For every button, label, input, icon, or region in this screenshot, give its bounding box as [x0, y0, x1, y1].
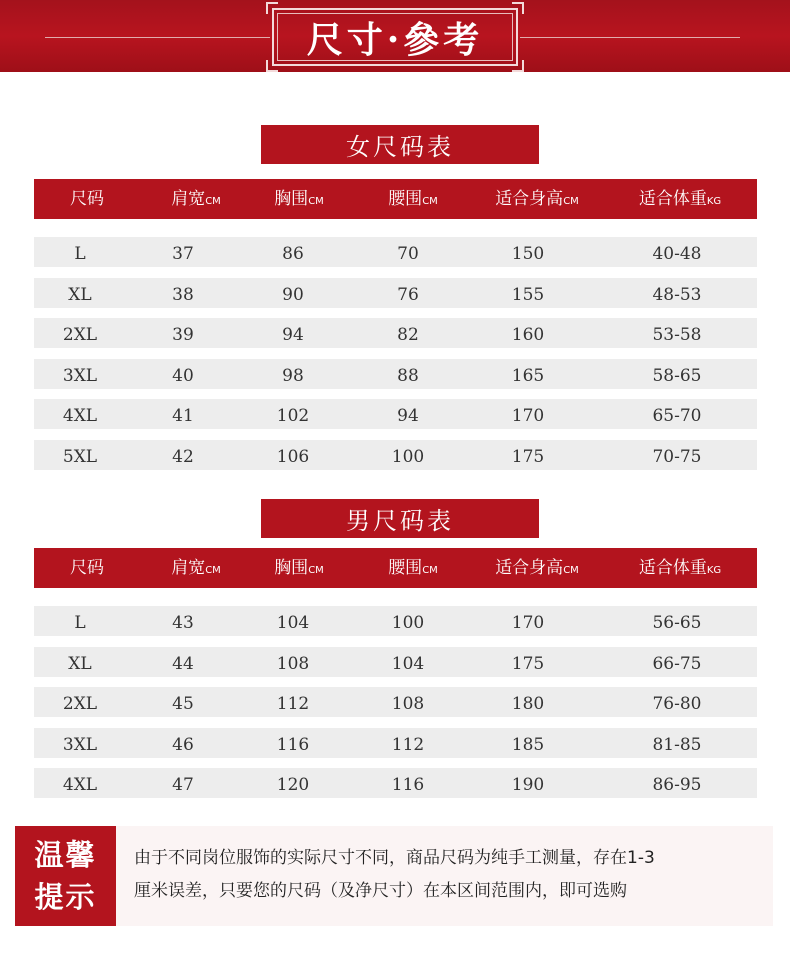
- header-shoulder: 肩宽CM: [171, 189, 221, 209]
- cell-shoulder: 46: [172, 734, 194, 755]
- tips-text-line: 厘米误差，只要您的尺码（及净尺寸）在本区间范围内，即可选购: [134, 881, 627, 901]
- header-shoulder: 肩宽CM: [171, 558, 221, 578]
- cell-weight: 53-58: [652, 325, 702, 345]
- table-row: [34, 606, 757, 636]
- cell-size: 3XL: [62, 734, 98, 755]
- table-row: [34, 728, 757, 758]
- page-title: 尺寸·參考: [306, 18, 484, 61]
- header-chest: 胸围CM: [274, 189, 324, 209]
- cell-weight: 70-75: [652, 446, 702, 467]
- cell-weight: 66-75: [652, 653, 702, 674]
- cell-waist: 94: [397, 406, 419, 426]
- cell-size: XL: [68, 284, 92, 305]
- cell-weight: 48-53: [652, 284, 702, 305]
- header-size: 尺码: [70, 558, 104, 578]
- header-size: 尺码: [70, 189, 104, 209]
- cell-chest: 108: [276, 653, 310, 674]
- cell-height: 175: [511, 653, 545, 674]
- cell-weight: 76-80: [652, 694, 702, 714]
- table-row: [34, 687, 757, 717]
- header-waist: 腰围CM: [388, 189, 438, 209]
- table-row: [34, 399, 757, 429]
- cell-waist: 108: [391, 694, 425, 714]
- table-row: [34, 440, 757, 470]
- cell-shoulder: 47: [172, 775, 194, 795]
- table-row: [34, 237, 757, 267]
- cell-waist: 112: [391, 734, 425, 755]
- cell-size: XL: [68, 653, 92, 674]
- cell-size: 4XL: [62, 406, 98, 426]
- header-banner: [0, 0, 790, 72]
- cell-shoulder: 43: [172, 613, 194, 633]
- tips-label-line: 温馨: [34, 838, 97, 872]
- tips-label: [15, 826, 116, 926]
- cell-chest: 98: [282, 365, 304, 386]
- cell-chest: 116: [276, 734, 310, 755]
- cell-waist: 100: [391, 446, 425, 467]
- cell-chest: 86: [282, 244, 304, 264]
- header-height: 适合身高CM: [495, 558, 579, 578]
- cell-weight: 65-70: [652, 406, 702, 426]
- cell-height: 175: [511, 446, 545, 467]
- tips-text-line: 由于不同岗位服饰的实际尺寸不同，商品尺码为纯手工测量，存在1-3: [134, 848, 655, 868]
- cell-height: 185: [511, 734, 545, 755]
- cell-shoulder: 41: [172, 406, 194, 426]
- cell-height: 170: [511, 406, 545, 426]
- cell-chest: 90: [282, 284, 304, 305]
- cell-waist: 82: [397, 325, 419, 345]
- cell-shoulder: 44: [172, 653, 194, 674]
- tips-label-line: 提示: [34, 880, 97, 914]
- cell-weight: 81-85: [652, 734, 702, 755]
- cell-chest: 106: [276, 446, 310, 467]
- cell-waist: 88: [397, 365, 419, 386]
- women-table-header: [34, 179, 757, 219]
- table-row: [34, 647, 757, 677]
- banner-frame: [272, 8, 518, 66]
- cell-size: 3XL: [62, 365, 98, 386]
- cell-shoulder: 39: [172, 325, 194, 345]
- cell-chest: 120: [276, 775, 310, 795]
- cell-weight: 86-95: [652, 775, 702, 795]
- cell-size: 2XL: [62, 694, 98, 714]
- cell-shoulder: 40: [172, 365, 194, 386]
- cell-chest: 104: [276, 613, 310, 633]
- tips-text: [134, 842, 764, 908]
- cell-weight: 40-48: [652, 244, 702, 264]
- banner-divider-right: [520, 37, 740, 38]
- cell-chest: 94: [282, 325, 304, 345]
- header-weight: 适合体重KG: [638, 558, 722, 578]
- men-table-header: [34, 548, 757, 588]
- cell-shoulder: 37: [172, 244, 194, 264]
- cell-size: L: [74, 244, 86, 264]
- cell-size: L: [74, 613, 86, 633]
- cell-waist: 104: [391, 653, 425, 674]
- cell-chest: 112: [276, 694, 310, 714]
- cell-height: 150: [511, 244, 545, 264]
- header-chest: 胸围CM: [274, 558, 324, 578]
- table-row: [34, 359, 757, 389]
- cell-height: 155: [511, 284, 545, 305]
- cell-size: 2XL: [62, 325, 98, 345]
- cell-height: 190: [511, 775, 545, 795]
- cell-height: 180: [511, 694, 545, 714]
- cell-height: 160: [511, 325, 545, 345]
- cell-waist: 116: [391, 775, 425, 795]
- men-table-title: 男尺码表: [261, 499, 539, 538]
- cell-shoulder: 38: [172, 284, 194, 305]
- cell-size: 4XL: [62, 775, 98, 795]
- women-table-title: 女尺码表: [261, 125, 539, 164]
- header-weight: 适合体重KG: [638, 189, 722, 209]
- cell-waist: 76: [397, 284, 419, 305]
- header-waist: 腰围CM: [388, 558, 438, 578]
- cell-height: 170: [511, 613, 545, 633]
- header-height: 适合身高CM: [495, 189, 579, 209]
- cell-shoulder: 45: [172, 694, 194, 714]
- table-row: [34, 278, 757, 308]
- cell-height: 165: [511, 365, 545, 386]
- banner-divider-left: [45, 37, 270, 38]
- cell-chest: 102: [276, 406, 310, 426]
- cell-shoulder: 42: [172, 446, 194, 467]
- cell-weight: 58-65: [652, 365, 702, 386]
- cell-weight: 56-65: [652, 613, 702, 633]
- cell-size: 5XL: [62, 446, 98, 467]
- cell-waist: 100: [391, 613, 425, 633]
- cell-waist: 70: [397, 244, 419, 264]
- table-row: [34, 768, 757, 798]
- table-row: [34, 318, 757, 348]
